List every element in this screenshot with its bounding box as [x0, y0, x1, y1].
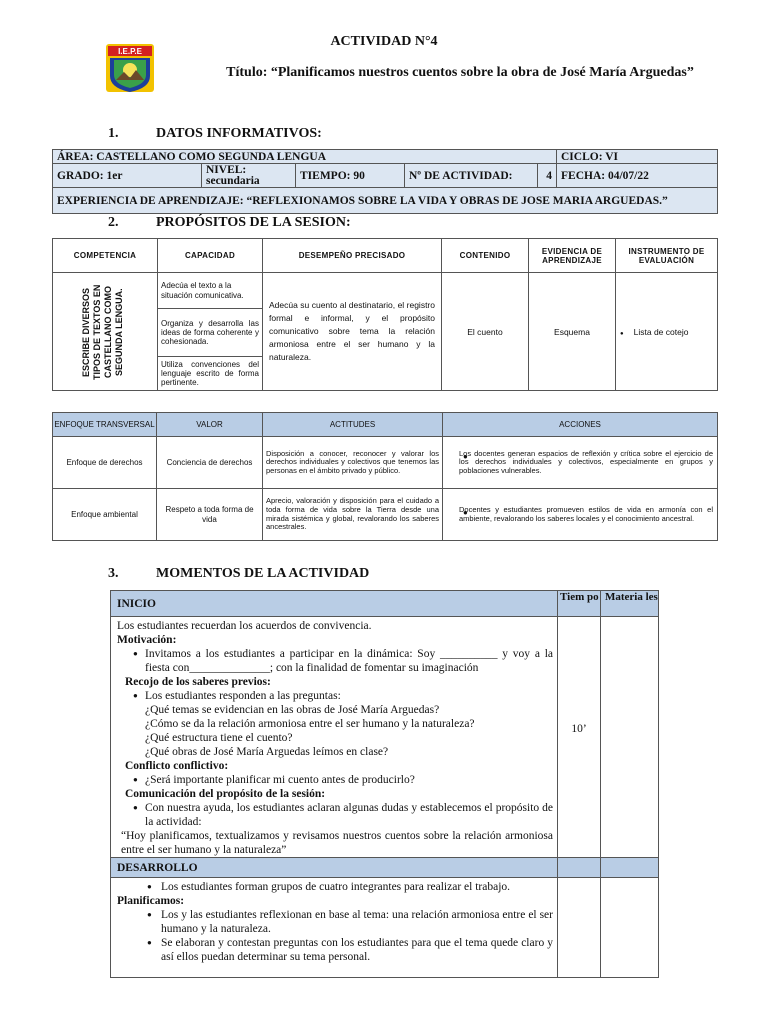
header-acciones: ACCIONES: [443, 413, 718, 437]
enfoque-derechos: Enfoque de derechos: [53, 437, 157, 489]
valor-derechos: Conciencia de derechos: [157, 437, 263, 489]
desarrollo-item-text: Se elaboran y contestan preguntas con los estudiantes para que el tema quede claro y así ellos puedan determinar su tema personal.: [161, 937, 553, 963]
desempeno-cell: Adecúa su cuento al destinatario, el registro formal e informal, y el propósito comunicativo sobre tema la relación armoniosa entre el ser humano y la naturaleza.: [263, 273, 442, 391]
pregunta-item: ¿Qué temas se evidencian en las obras de José María Arguedas?: [145, 704, 440, 716]
section-3-heading: [108, 566, 369, 582]
section-title: DATOS INFORMATIVOS:: [156, 126, 322, 141]
section-1-heading: [108, 126, 322, 142]
motivacion-item: ● Invitamos a los estudiantes a participar en la dinámica: Soy __________ y voy a la fiesta con______________; con la finalidad de fomentar su imaginación: [117, 647, 553, 675]
header-evidencia: EVIDENCIA DE APRENDIZAJE: [529, 239, 616, 273]
section-number: 1.: [108, 126, 119, 141]
pregunta-item: ¿Qué obras de José María Arguedas leímos en clase?: [145, 746, 389, 758]
acciones-item: ● Los docentes generan espacios de reflexión y crítica sobre el ejercicio de los derechos individuales y colectivos, especialmente en grupos y poblaciones vulnerables.: [447, 450, 713, 476]
comunicacion-item: ● Con nuestra ayuda, los estudiantes aclaran algunas dudas y establecemos el propósito de la actividad:: [117, 801, 553, 829]
acciones-ambiental: [443, 489, 718, 541]
conflicto-item: ● ¿Será importante planificar mi cuento antes de producirlo?: [117, 773, 553, 787]
capacidad-3: Utiliza convenciones del lenguaje escrito de forma pertinente.: [158, 357, 263, 391]
inicio-content: [111, 617, 558, 858]
planificamos-label: Planificamos:: [117, 895, 185, 907]
nivel-cell: NIVEL: secundaria: [202, 164, 296, 188]
header-competencia: COMPETENCIA: [53, 239, 158, 273]
momentos-table: [110, 590, 659, 978]
header-instrumento: INSTRUMENTO DE EVALUACIÓN: [616, 239, 718, 273]
header-capacidad: CAPACIDAD: [158, 239, 263, 273]
desarrollo-item: [117, 880, 553, 894]
capacidad-2: Organiza y desarrolla las ideas de forma coherente y cohesionada.: [158, 309, 263, 357]
activity-subtitle: Título: “Planificamos nuestros cuentos sobre la obra de José María Arguedas”: [226, 65, 694, 80]
tiempo-cell: TIEMPO: 90: [296, 164, 405, 188]
inicio-header: INICIO: [111, 591, 558, 617]
grado-cell: GRADO: 1er: [53, 164, 202, 188]
desarrollo-tiempo: [558, 858, 601, 878]
materiales-cell: [601, 617, 659, 858]
tiempo-header: Tiem po: [558, 591, 601, 617]
header-actitudes: ACTITUDES: [263, 413, 443, 437]
section-number: 2.: [108, 215, 119, 230]
fecha-cell: FECHA: 04/07/22: [557, 164, 718, 188]
activity-title: ACTIVIDAD N°4: [330, 34, 438, 49]
desarrollo-header: DESARROLLO: [111, 858, 558, 878]
header-desempeno: DESEMPEÑO PRECISADO: [263, 239, 442, 273]
experiencia-cell: EXPERIENCIA DE APRENDIZAJE: “REFLEXIONAMOS SOBRE LA VIDA Y OBRAS DE JOSE MARIA ARGUEDAS.”: [53, 188, 718, 214]
desarrollo-tiempo-cell: [558, 878, 601, 978]
section-title: MOMENTOS DE LA ACTIVIDAD: [156, 566, 370, 581]
enfoque-ambiental: Enfoque ambiental: [53, 489, 157, 541]
tiempo-value: 10’: [558, 617, 601, 858]
datos-table: [52, 149, 718, 214]
section-number: 3.: [108, 566, 119, 581]
acciones-item: ● Docentes y estudiantes promueven estilos de vida en armonía con el ambiente, revalorando los saberes locales y el conocimiento ancestral.: [447, 506, 713, 523]
desarrollo-content: [111, 878, 558, 978]
evidencia-cell: Esquema: [529, 273, 616, 391]
section-2-heading: [108, 215, 351, 231]
enfoque-table: [52, 412, 718, 541]
header-valor: VALOR: [157, 413, 263, 437]
instrumento-text: Lista de cotejo: [633, 326, 689, 337]
instrumento-cell: [616, 273, 718, 391]
competencia-cell: [53, 273, 158, 391]
desarrollo-materiales: [601, 858, 659, 878]
capacidad-1: Adecúa el texto a la situación comunicativa.: [158, 273, 263, 309]
actitudes-ambiental: Aprecio, valoración y disposición para el cuidado a toda forma de vida sobre la Tierra desde una mirada sistémica y global, revalorando los saberes ancestrales.: [263, 489, 443, 541]
ciclo-cell: CICLO: VI: [557, 150, 718, 164]
actividad-value-cell: 4: [538, 164, 557, 188]
area-cell: ÁREA: CASTELLANO COMO SEGUNDA LENGUA: [53, 150, 557, 164]
actividad-label-cell: Nº DE ACTIVIDAD:: [405, 164, 538, 188]
bullet-icon: ●: [620, 330, 624, 337]
propositos-table: [52, 238, 718, 391]
materiales-header: Materia les: [601, 591, 659, 617]
actitudes-derechos: Disposición a conocer, reconocer y valorar los derechos individuales y colectivos que tenemos las personas en el ámbito privado y público.: [263, 437, 443, 489]
header-enfoque: ENFOQUE TRANSVERSAL: [53, 413, 157, 437]
saberes-intro: ● Los estudiantes responden a las preguntas:: [117, 689, 553, 703]
desarrollo-item: [117, 936, 553, 964]
desarrollo-item-text: Los y las estudiantes reflexionan en base al tema: una relación armoniosa entre el ser humano y la naturaleza.: [161, 909, 553, 935]
contenido-cell: El cuento: [442, 273, 529, 391]
comunicacion-label: Comunicación del propósito de la sesión:: [125, 788, 326, 800]
pregunta-item: ¿Cómo se da la relación armoniosa entre el ser humano y la naturaleza?: [145, 718, 475, 730]
inicio-line: Los estudiantes recuerdan los acuerdos de convivencia.: [117, 620, 372, 632]
conflicto-label: Conflicto conflictivo:: [125, 760, 229, 772]
logo-text: I.E.P.E: [118, 47, 142, 56]
competencia-text: ESCRIBE DIVERSOS TIPOS DE TEXTOS EN CASTELLANO COMO SEGUNDA LENGUA.: [81, 283, 124, 380]
desarrollo-item: [117, 908, 553, 936]
valor-ambiental: Respeto a toda forma de vida: [157, 489, 263, 541]
propósito-quote: “Hoy planificamos, textualizamos y revisamos nuestros cuentos sobre la relación armoniosa entre el ser humano y la naturaleza”: [121, 830, 553, 856]
acciones-derechos: [443, 437, 718, 489]
header-contenido: CONTENIDO: [442, 239, 529, 273]
motivacion-label: Motivación:: [117, 634, 177, 646]
desarrollo-materiales-cell: [601, 878, 659, 978]
saberes-label: Recojo de los saberes previos:: [125, 676, 271, 688]
pregunta-item: ¿Qué estructura tiene el cuento?: [145, 732, 293, 744]
desarrollo-item-text: Los estudiantes forman grupos de cuatro integrantes para realizar el trabajo.: [161, 881, 511, 893]
section-title: PROPÓSITOS DE LA SESION:: [156, 215, 351, 230]
